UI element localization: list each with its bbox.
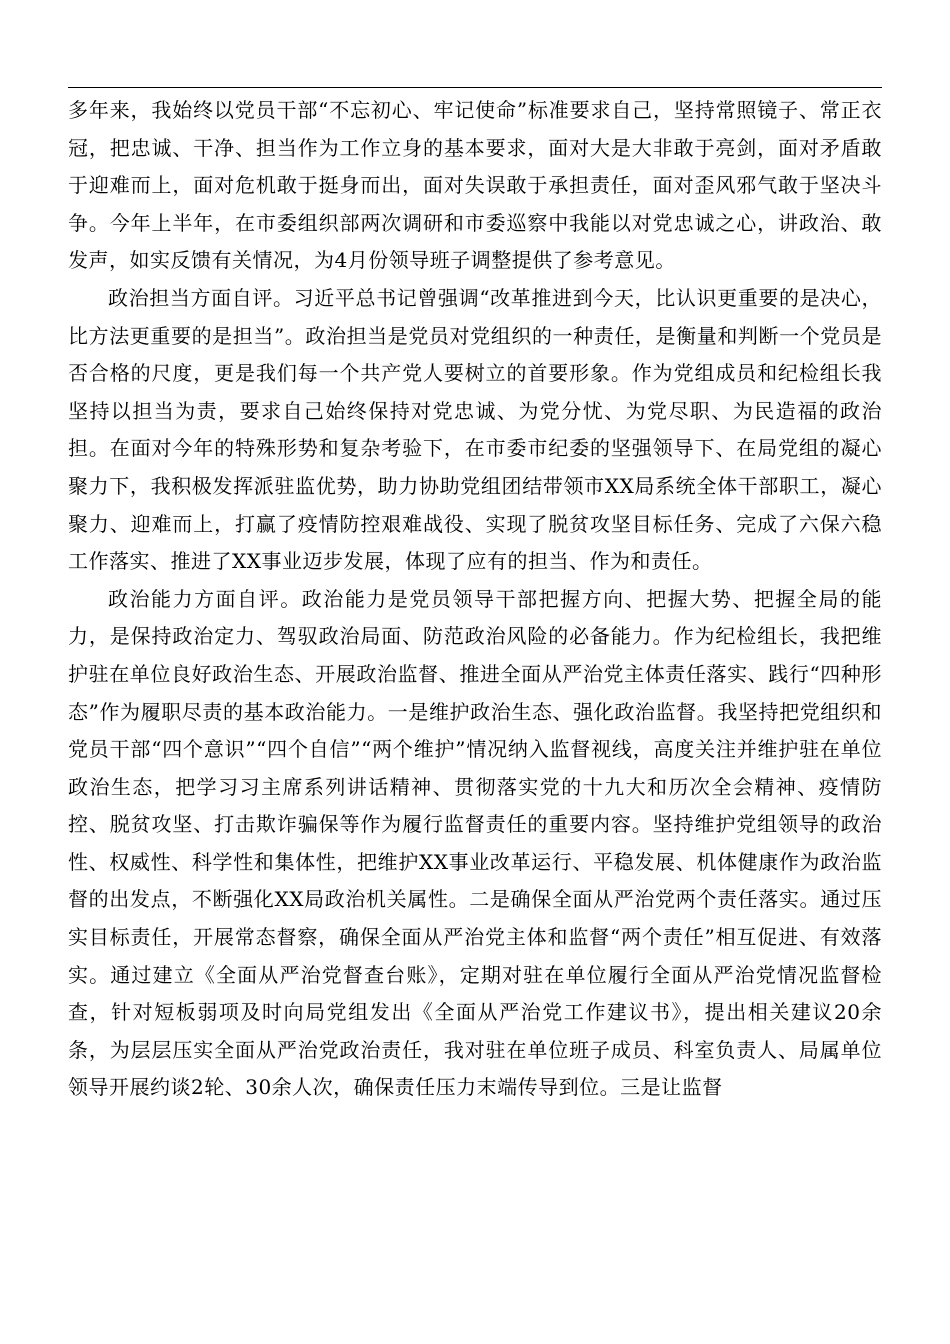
document-body	[68, 92, 882, 1107]
paragraph-political-loyalty: 多年来，我始终以党员干部“不忘初心、牢记使命”标准要求自己，坚持常照镜子、常正衣冠，把忠诚、干净、担当作为工作立身的基本要求，面对大是大非敢于亮剑，面对矛盾敢于迎难而上，面对危机敢于挺身而出，面对失误敢于承担责任，面对歪风邪气敢于坚决斗争。今年上半年，在市委组织部两次调研和市委巡察中我能以对党忠诚之心，讲政治、敢发声，如实反馈有关情况，为4月份领导班子调整提供了参考意见。	[68, 98, 882, 273]
header-rule	[68, 87, 882, 88]
paragraph-political-responsibility: 政治担当方面自评。习近平总书记曾强调“改革推进到今天，比认识更重要的是决心，比方法更重要的是担当”。政治担当是党员对党组织的一种责任，是衡量和判断一个党员是否合格的尺度，更是我们每一个共产党人要树立的首要形象。作为党组成员和纪检组长我坚持以担当为责，要求自己始终保持对党忠诚、为党分忧、为党尽职、为民造福的政治担。在面对今年的特殊形势和复杂考验下，在市委市纪委的坚强领导下、在局党组的凝心聚力下，我积极发挥派驻监优势，助力协助党组团结带领市XX局系统全体干部职工，凝心聚力、迎难而上，打赢了疫情防控艰难战役、实现了脱贫攻坚目标任务、完成了六保六稳工作落实、推进了XX事业迈步发展，体现了应有的担当、作为和责任。	[68, 285, 882, 574]
paragraph-political-capability: 政治能力方面自评。政治能力是党员领导干部把握方向、把握大势、把握全局的能力，是保持政治定力、驾驭政治局面、防范政治风险的必备能力。作为纪检组长，我把维护驻在单位良好政治生态、开展政治监督、推进全面从严治党主体责任落实、践行“四种形态”作为履职尽责的基本政治能力。一是维护政治生态、强化政治监督。我坚持把党组织和党员干部“四个意识”“四个自信”“两个维护”情况纳入监督视线，高度关注并维护驻在单位政治生态，把学习习主席系列讲话精神、贯彻落实党的十九大和历次全会精神、疫情防控、脱贫攻坚、打击欺诈骗保等作为履行监督责任的重要内容。坚持维护党组领导的政治性、权威性、科学性和集体性，把维护XX事业改革运行、平稳发展、机体健康作为政治监督的出发点，不断强化XX局政治机关属性。二是确保全面从严治党两个责任落实。通过压实目标责任，开展常态督察，确保全面从严治党主体和监督“两个责任”相互促进、有效落实。通过建立《全面从严治党督查台账》，定期对驻在单位履行全面从严治党情况监督检查，针对短板弱项及时向局党组发出《全面从严治党工作建议书》，提出相关建议20余条，为层层压实全面从严治党政治责任，我对驻在单位班子成员、科室负责人、局属单位领导开展约谈2轮、30余人次，确保责任压力末端传导到位。三是让监督	[68, 586, 882, 1100]
